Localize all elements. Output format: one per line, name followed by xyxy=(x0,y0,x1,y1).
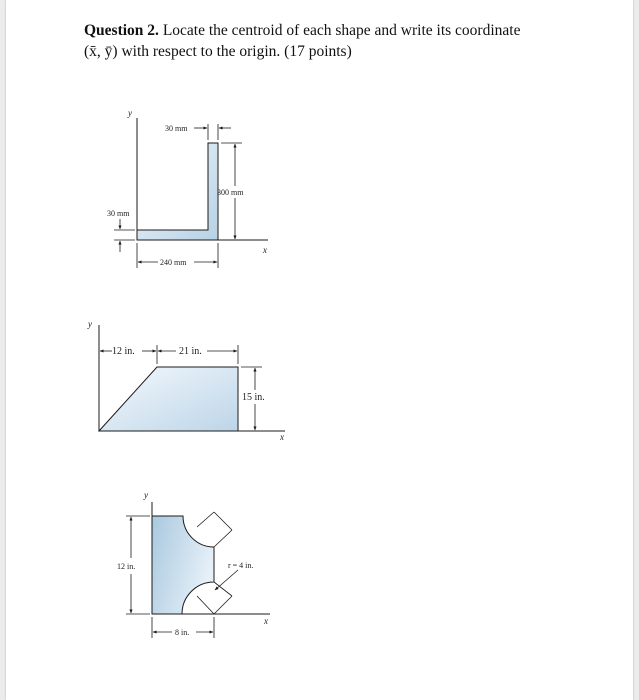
figure-2-trapezoid xyxy=(87,319,285,442)
fig3-radius-line xyxy=(214,596,232,614)
fig1-x-label: x xyxy=(263,245,267,255)
fig2-dim-top: 21 in. xyxy=(179,346,202,357)
question-instruction: Locate the centroid of each shape and write its coordinate xyxy=(162,22,521,39)
question-instruction-line2: (x̄, ȳ) with respect to the origin. (17 points) xyxy=(84,43,352,60)
fig3-dim-bottom: 8 in. xyxy=(175,628,190,637)
fig2-y-label: y xyxy=(88,319,92,329)
fig1-l-shape-area xyxy=(137,143,218,240)
fig1-dim-right: 300 mm xyxy=(217,188,244,197)
fig3-y-label: y xyxy=(144,490,148,500)
fig3-radius-line xyxy=(197,596,214,614)
fig1-y-label: y xyxy=(128,108,132,118)
fig3-dim-radius: r = 4 in. xyxy=(228,561,254,570)
fig3-x-label: x xyxy=(264,616,268,626)
fig3-radius-line xyxy=(197,512,214,527)
fig3-radius-line xyxy=(214,512,232,530)
fig2-trapezoid-area xyxy=(99,367,238,431)
fig3-shape-area xyxy=(152,516,214,614)
fig1-dim-top: 30 mm xyxy=(165,124,188,133)
fig2-dim-right: 15 in. xyxy=(242,392,265,403)
fig1-dim-left: 30 mm xyxy=(107,209,130,218)
fig3-radius-arrow xyxy=(215,570,238,590)
figure-3-cutout-shape xyxy=(117,490,270,638)
question-number: Question 2. xyxy=(84,22,159,39)
fig2-x-label: x xyxy=(280,432,284,442)
figure-1-l-shape xyxy=(107,108,268,268)
fig2-dim-left: 12 in. xyxy=(112,346,135,357)
fig3-dim-left: 12 in. xyxy=(117,562,136,571)
fig3-radius-line xyxy=(214,530,232,547)
fig1-dim-bottom: 240 mm xyxy=(160,258,187,267)
